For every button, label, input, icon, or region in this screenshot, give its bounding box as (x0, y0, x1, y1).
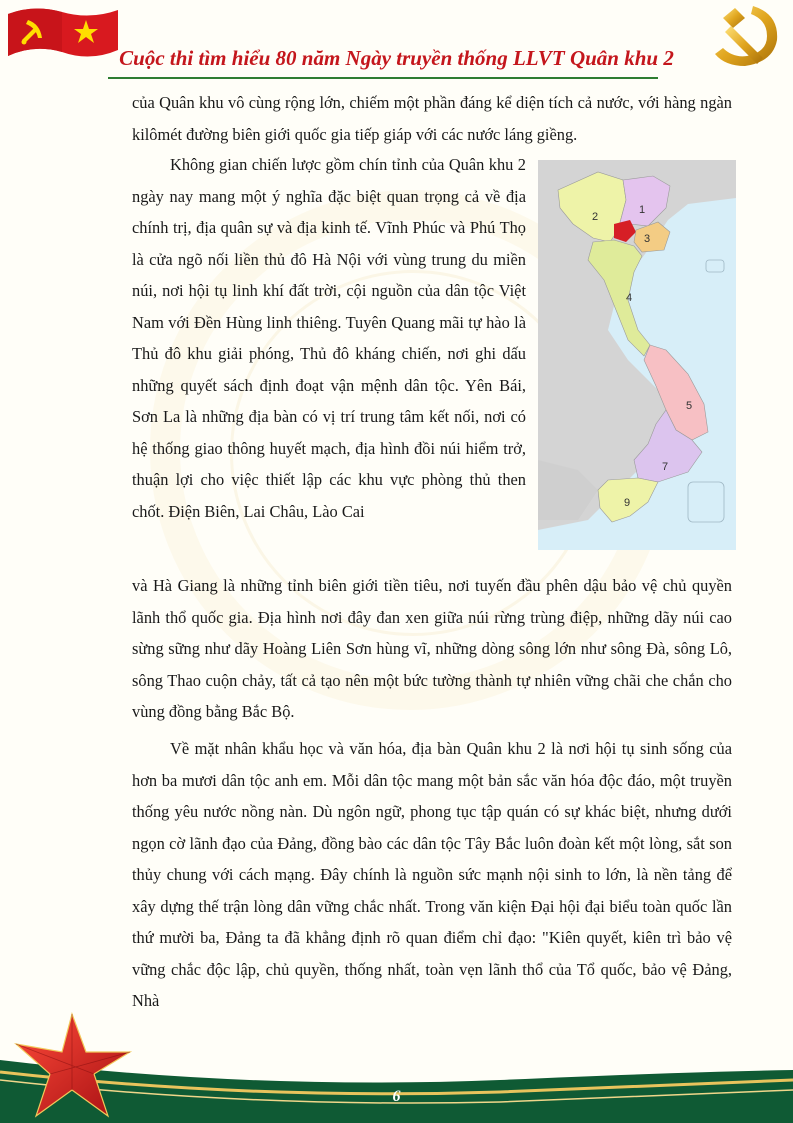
paragraph-3: Về mặt nhân khẩu học và văn hóa, địa bàn Quân khu 2 là nơi hội tụ sinh sống của hơn ba mươi dân tộc anh em. Mỗi dân tộc mang một bản sắc văn hóa độc đáo, một truyền thống yêu nước nồng nàn. Dù ngôn ngữ, phong tục tập quán có sự khác biệt, nhưng dưới ngọn cờ lãnh đạo của Đảng, đồng bào các dân tộc Tây Bắc luôn đoàn kết một lòng, sắt son thủy chung với cách mạng. Đây chính là nguồn sức mạnh nội sinh to lớn, là nền tảng để xây dựng thế trận lòng dân vững chắc nhất. Trong văn kiện Đại hội đại biểu toàn quốc lần thứ mười ba, Đảng ta đã khẳng định rõ quan điểm chỉ đạo: "Kiên quyết, kiên trì bảo vệ vững chắc độc lập, chủ quyền, thống nhất, toàn vẹn lãnh thổ của Tổ quốc, bảo vệ Đảng, Nhà (132, 739, 732, 1010)
map-region-label-9: 9 (624, 497, 631, 509)
military-region-map (538, 160, 736, 550)
header-title: Cuộc thi tìm hiểu 80 năm Ngày truyền thống LLVT Quân khu 2 (119, 46, 674, 70)
header-divider (108, 77, 658, 79)
paragraph-1: của Quân khu vô cùng rộng lớn, chiếm một phần đáng kể diện tích cả nước, với hàng ngàn kilômét đường biên giới quốc gia tiếp giáp với các nước láng giềng. (132, 93, 732, 144)
paragraph-2-part-2: và Hà Giang là những tỉnh biên giới tiền tiêu, nơi tuyến đầu phên dậu bảo vệ chủ quyền lãnh thổ quốc gia. Địa hình nơi đây đan xen giữa núi rừng trùng điệp, những dãy núi cao sừng sững như dãy Hoàng Liên Sơn hùng vĩ, những dòng sông lớn như sông Đà, sông Lô, sông Thao cuộn chảy, tất cả tạo nên một bức tường thành tự nhiên vững chãi che chắn cho vùng đồng bằng Bắc Bộ. (132, 576, 732, 721)
map-region-label-7: 7 (662, 461, 669, 473)
map-region-label-4: 4 (626, 292, 633, 304)
map-region-label-3: 3 (644, 233, 651, 245)
map-region-label-2: 2 (592, 211, 599, 223)
vietnam-map-image (538, 160, 736, 550)
paragraph-2-part-1: Không gian chiến lược gồm chín tỉnh của Quân khu 2 ngày nay mang một ý nghĩa đặc biệt quan trọng cả về địa chính trị, địa quân sự và địa kinh tế. Vĩnh Phúc và Phú Thọ là cửa ngõ nối liền thủ đô Hà Nội với vùng trung du miền núi, nơi hội tụ linh khí đất trời, cội nguồn của dân tộc Việt Nam với Đền Hùng linh thiêng. Tuyên Quang mãi tự hào là Thủ đô khu giải phóng, Thủ đô kháng chiến, nơi ghi dấu những quyết sách định đoạt vận mệnh dân tộc. Yên Bái, Sơn La là những địa bàn có vị trí trung tâm kết nối, nơi có hệ thống giao thông huyết mạch, địa hình đồi núi hiểm trở, thuận lợi cho việc thiết lập các khu vực phòng thủ then chốt. Điện Biên, Lai Châu, Lào Cai (132, 155, 526, 521)
map-region-label-5: 5 (686, 400, 693, 412)
page-number: 6 (392, 1088, 401, 1105)
map-region-label-1: 1 (639, 204, 646, 216)
